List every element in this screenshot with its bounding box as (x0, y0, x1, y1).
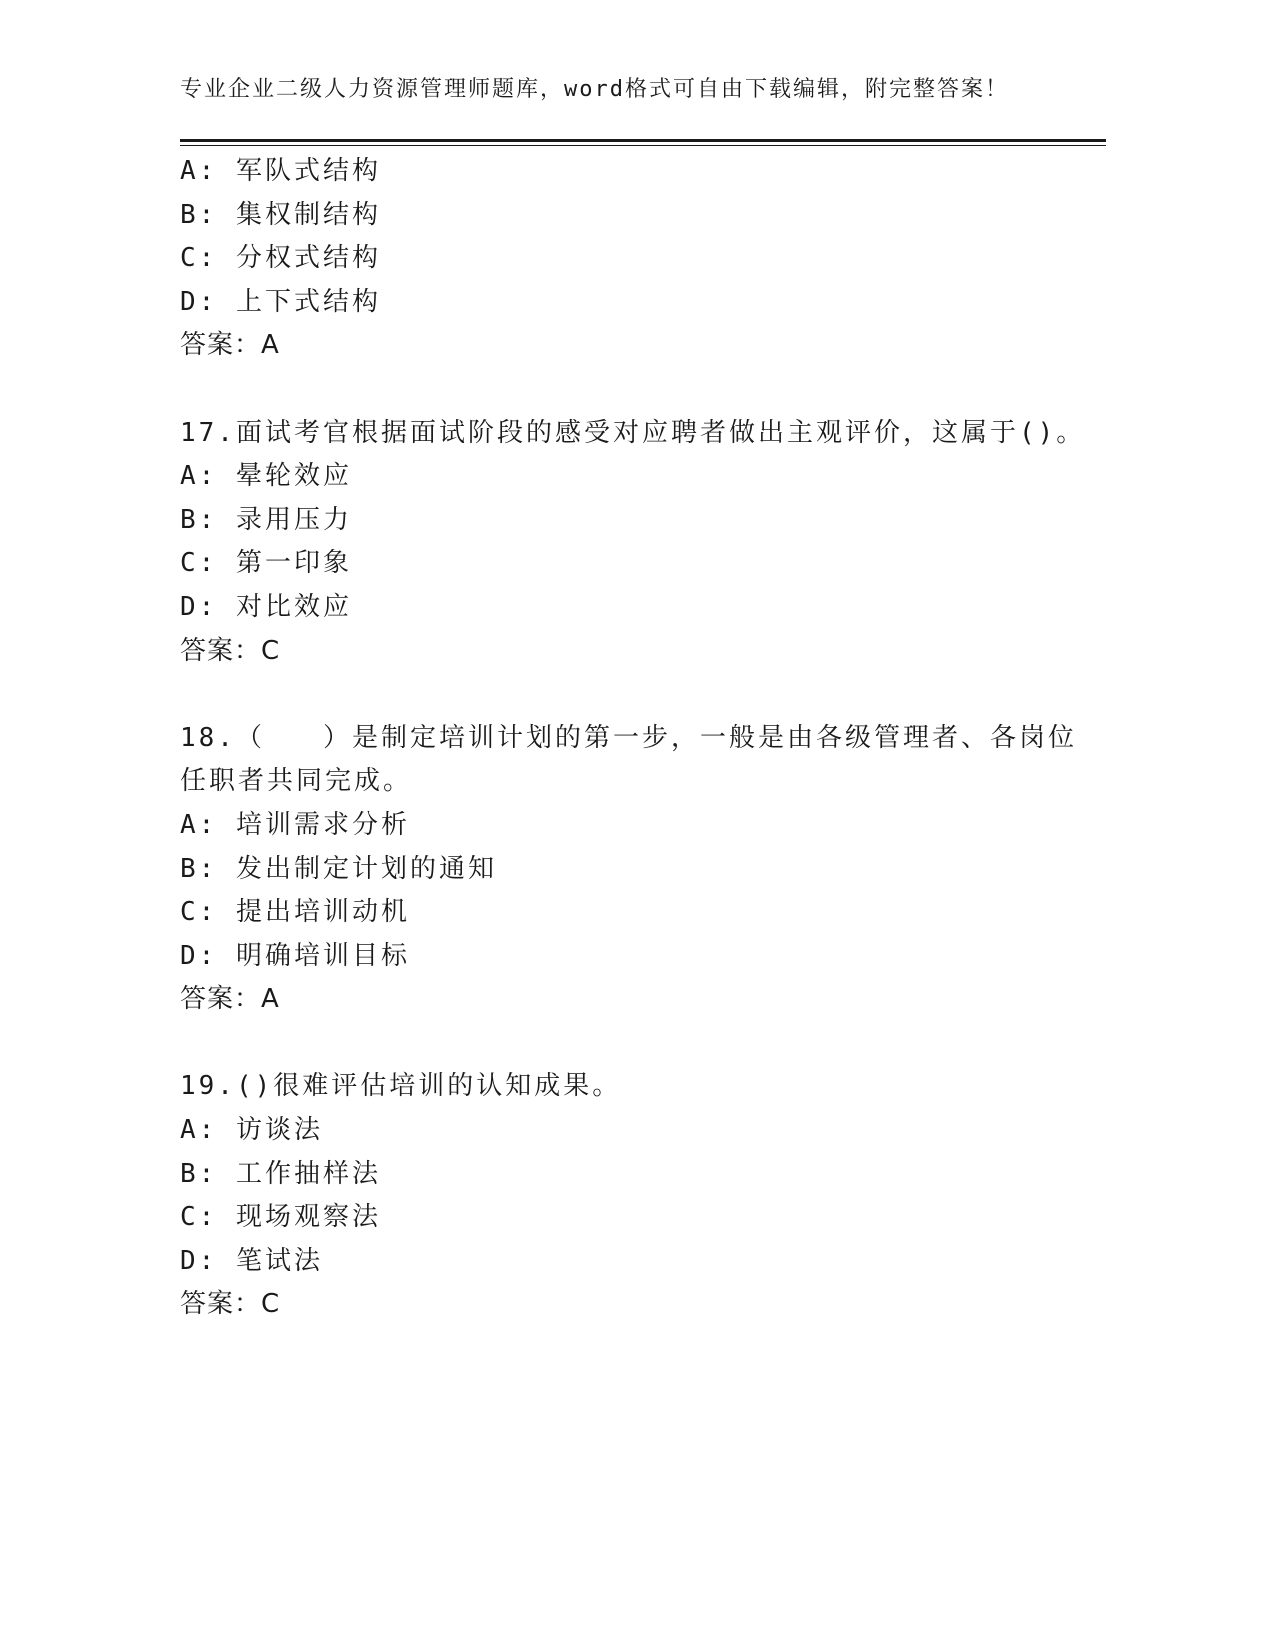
option-letter: B: (180, 853, 218, 884)
option-text: 明确培训目标 (235, 940, 410, 971)
option-letter: D: (180, 591, 218, 622)
option-text: 上下式结构 (235, 286, 381, 317)
option-c (180, 237, 1110, 281)
answer-line: 答案：A (180, 330, 280, 361)
option-letter: C: (180, 548, 218, 579)
question-block-17 (180, 412, 1110, 674)
option-letter: A: (180, 1115, 218, 1146)
option-c (180, 1196, 1110, 1240)
answer-line: 答案：A (180, 984, 280, 1015)
option-letter: C: (180, 897, 218, 928)
option-text: 工作抽样法 (235, 1158, 381, 1189)
option-d (180, 281, 1110, 325)
header-rule-thin (180, 145, 1106, 146)
option-text: 晕轮效应 (235, 461, 352, 492)
option-text: 访谈法 (235, 1115, 323, 1146)
option-text: 提出培训动机 (235, 897, 410, 928)
option-text: 培训需求分析 (235, 809, 410, 840)
option-b (180, 848, 1110, 892)
option-text: 军队式结构 (235, 156, 381, 186)
option-letter: A: (180, 156, 218, 186)
option-text: 笔试法 (235, 1245, 323, 1276)
option-text: 录用压力 (235, 504, 352, 535)
question-stem: 18.（ ）是制定培训计划的第一步，一般是由各级管理者、各岗位 (180, 722, 1077, 753)
option-c (180, 891, 1110, 935)
option-a (180, 804, 1110, 848)
option-a (180, 150, 1110, 194)
option-a (180, 1109, 1110, 1153)
option-d (180, 935, 1110, 979)
option-d (180, 1240, 1110, 1284)
option-letter: D: (180, 286, 218, 317)
option-d (180, 586, 1110, 630)
option-b (180, 499, 1110, 543)
option-text: 集权制结构 (235, 199, 381, 230)
option-text: 分权式结构 (235, 243, 381, 274)
option-letter: D: (180, 1245, 218, 1276)
spacer (180, 1022, 1110, 1066)
option-text: 发出制定计划的通知 (235, 853, 497, 884)
option-text: 现场观察法 (235, 1202, 381, 1233)
option-a (180, 455, 1110, 499)
option-letter: D: (180, 940, 218, 971)
option-text: 对比效应 (235, 591, 352, 622)
option-b (180, 1153, 1110, 1197)
option-letter: A: (180, 461, 218, 492)
answer-line: 答案：C (180, 635, 281, 666)
document-header: 专业企业二级人力资源管理师题库，word格式可自由下载编辑，附完整答案！ (180, 77, 1009, 102)
question-stem: 17.面试考官根据面试阶段的感受对应聘者做出主观评价，这属于()。 (180, 417, 1086, 448)
option-text: 第一印象 (235, 548, 352, 579)
answer-line: 答案：C (180, 1289, 281, 1320)
question-stem: 19.()很难评估培训的认知成果。 (180, 1071, 622, 1102)
question-block-16 (180, 150, 1110, 368)
option-c (180, 542, 1110, 586)
option-letter: C: (180, 243, 218, 274)
header-rule-thick (180, 139, 1106, 142)
option-letter: A: (180, 809, 218, 840)
spacer (180, 673, 1110, 717)
question-stem-continuation: 任职者共同完成。 (180, 766, 413, 797)
question-block-18 (180, 717, 1110, 1022)
spacer (180, 368, 1110, 412)
option-letter: B: (180, 1158, 218, 1189)
question-block-19 (180, 1065, 1110, 1327)
option-b (180, 194, 1110, 238)
question-list (180, 150, 1110, 1327)
option-letter: C: (180, 1202, 218, 1233)
option-letter: B: (180, 199, 218, 230)
option-letter: B: (180, 504, 218, 535)
